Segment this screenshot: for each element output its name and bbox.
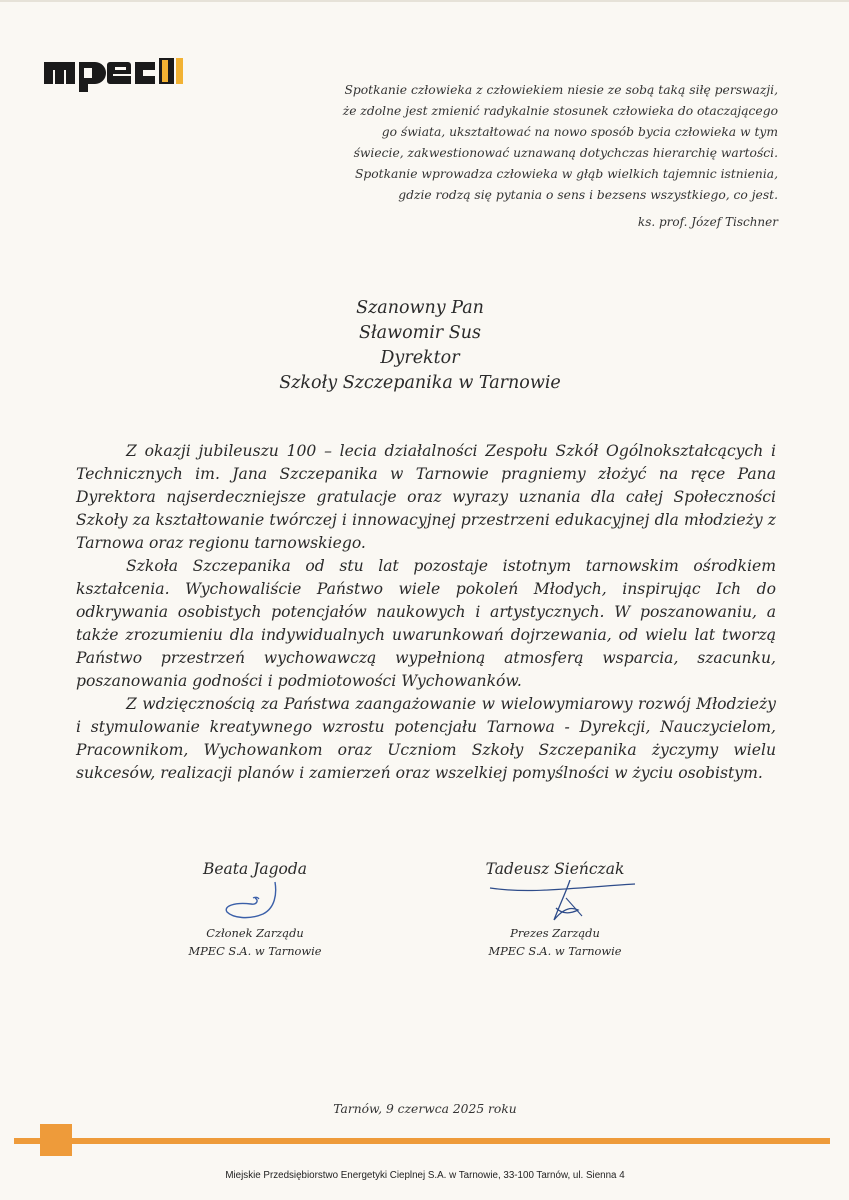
motto-line: Spotkanie człowieka z człowiekiem niesie ze sobą taką siłę perswazji, [344, 83, 778, 97]
signatory-company: MPEC S.A. w Tarnowie [488, 944, 622, 958]
signatory-name: Tadeusz Sieńczak [485, 860, 625, 878]
letter-body [76, 440, 776, 785]
top-edge-line [0, 0, 849, 2]
signatory-role: Członek Zarządu [206, 926, 304, 940]
addressee-institution: Szkoły Szczepanika w Tarnowie [279, 373, 561, 393]
motto-quote [330, 80, 778, 233]
signature-right [470, 858, 640, 960]
addressee-block [200, 296, 640, 396]
signature-left [170, 858, 340, 960]
signatory-name: Beata Jagoda [202, 860, 308, 878]
motto-line: Spotkanie wprowadza człowieka w głąb wielkich tajemnic istnienia, [354, 167, 778, 181]
body-paragraph: Z okazji jubileuszu 100 – lecia działalności Zespołu Szkół Ogólnokształcących i Technicznych im. Jana Szczepanika w Tarnowie pragniemy złożyć na ręce Pana Dyrektora najserdeczniejsze gratulacje oraz wyrazy uznania dla całej Społeczności Szkoły za kształtowanie twórczej i innowacyjnej przestrzeni edukacyjnej dla młodzieży z Tarnowa oraz regionu tarnowskiego. [76, 442, 776, 552]
body-paragraph: Z wdzięcznością za Państwa zaangażowanie w wielowymiarowy rozwój Młodzieży i stymulowanie kreatywnego wzrostu potencjału Tarnowa - Dyrekcji, Nauczycielom, Pracownikom, Wychowankom oraz Uczniom Szkoły Szczepanika życzymy wielu sukcesów, realizacji planów i zamierzeń oraz wszelkiej pomyślności w życiu osobistym. [76, 695, 776, 782]
motto-line: świecie, zakwestionować uznawaną dotychczas hierarchię wartości. [353, 146, 778, 160]
footer-divider [14, 1138, 830, 1144]
signatory-company: MPEC S.A. w Tarnowie [188, 944, 322, 958]
handwritten-signature-left [205, 880, 305, 924]
motto-line: go świata, ukształtować na nowo sposób bycia człowieka w tym [381, 125, 778, 139]
signatory-role: Prezes Zarządu [510, 926, 600, 940]
addressee-title: Dyrektor [380, 348, 460, 368]
body-paragraph: Szkoła Szczepanika od stu lat pozostaje istotnym tarnowskim ośrodkiem kształcenia. Wychowaliście Państwo wiele pokoleń Młodych, inspirując Ich do odkrywania osobistych potencjałów naukowych i artystycznych. W poszanowaniu, a także zrozumieniu dla indywidualnych uwarunkowań dojrzewania, od wielu lat tworzą Państwo przestrzeń wychowawczą wypełnioną atmosferą wsparcia, szacunku, poszanowania godności i podmiotowości Wychowanków. [76, 557, 776, 690]
addressee-salutation: Szanowny Pan [356, 298, 484, 318]
mpec-logo [44, 54, 184, 92]
place-and-date: Tarnów, 9 czerwca 2025 roku [333, 1102, 517, 1116]
footer-company-address: Miejskie Przedsiębiorstwo Energetyki Cieplnej S.A. w Tarnowie, 33-100 Tarnów, ul. Sienna 4 [225, 1170, 625, 1181]
motto-line: że zdolne jest zmienić radykalnie stosunek człowieka do otaczającego [342, 104, 778, 118]
addressee-name: Sławomir Sus [359, 323, 481, 343]
motto-line: gdzie rodzą się pytania o sens i bezsens wszystkiego, co jest. [398, 188, 778, 202]
motto-author: ks. prof. Józef Tischner [637, 215, 778, 229]
footer-accent-square [40, 1124, 72, 1156]
handwritten-signature-right [470, 880, 640, 924]
